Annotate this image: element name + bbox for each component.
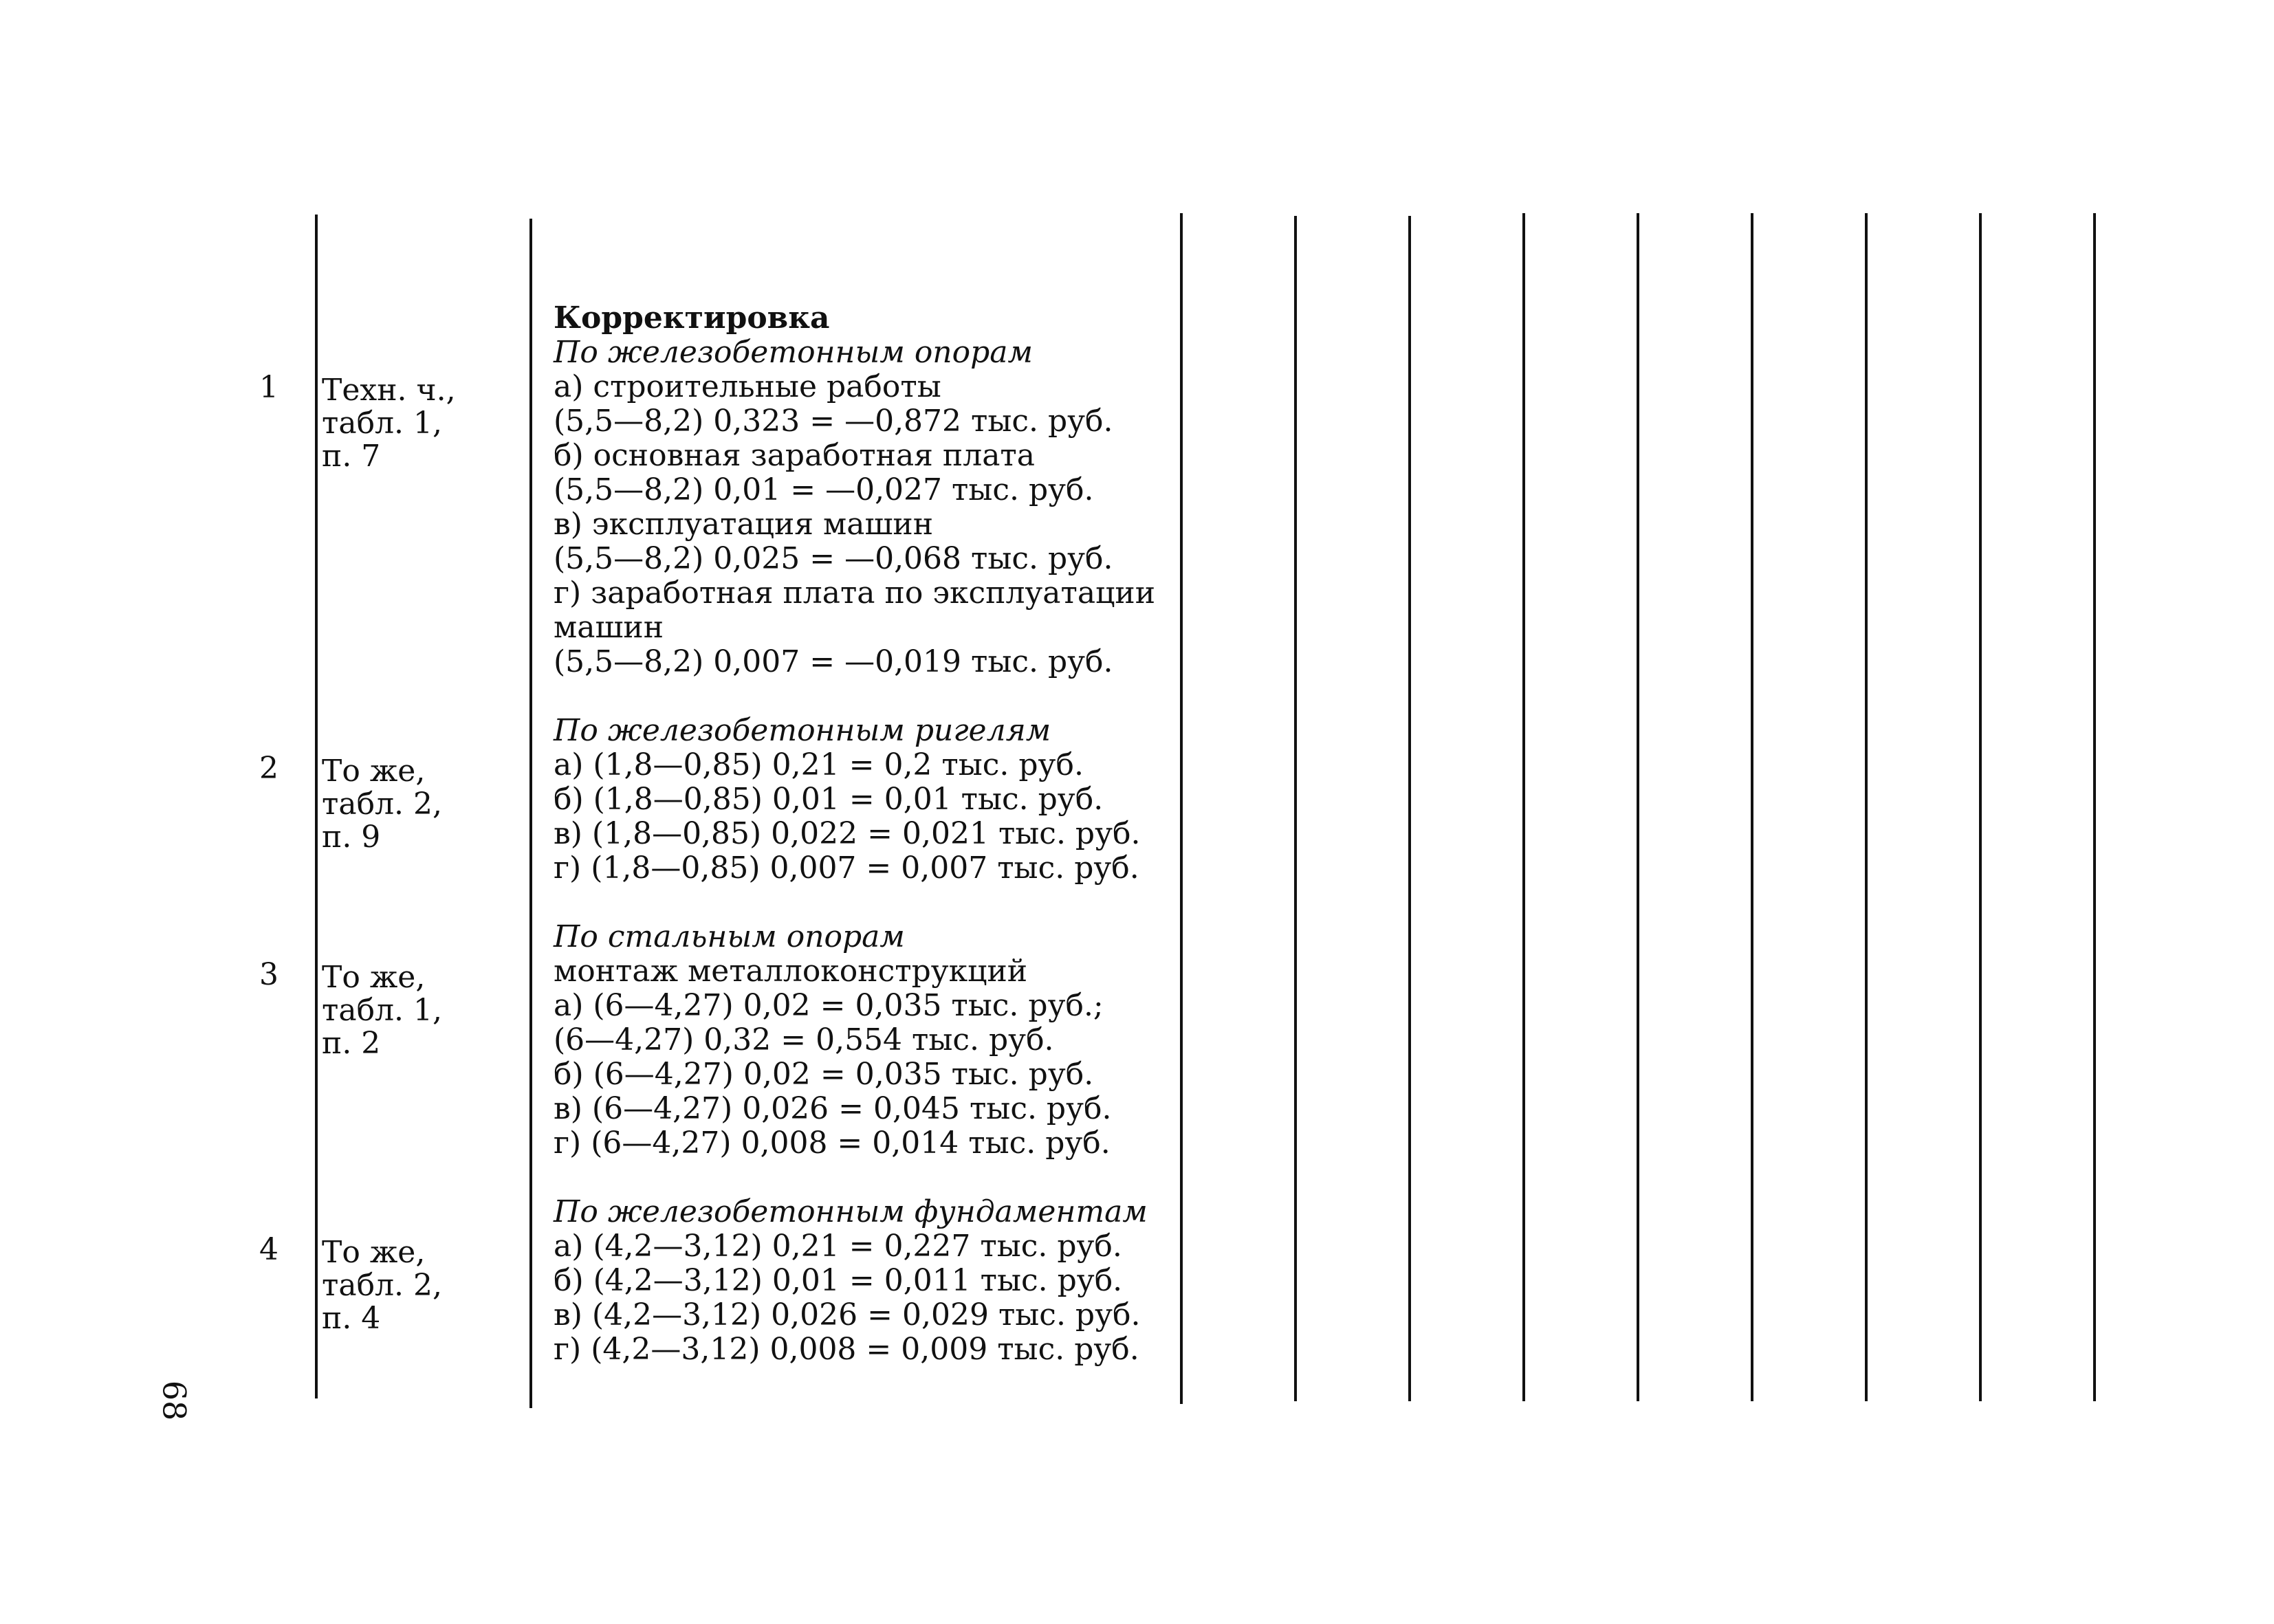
reference-cell <box>322 961 528 1060</box>
column-rule <box>1979 213 1982 1401</box>
reference-line: То же, <box>322 1235 426 1270</box>
column-rule <box>1865 213 1868 1401</box>
column-rule <box>1522 213 1525 1401</box>
section-heading: Корректировка <box>554 300 830 336</box>
reference-line: табл. 1, <box>322 406 442 441</box>
column-rule <box>1751 213 1753 1401</box>
reference-line: Техн. ч., <box>322 373 456 408</box>
reference-cell <box>322 374 528 473</box>
calculation-line: б) (6—4,27) 0,02 = 0,035 тыс. руб. <box>554 1057 1094 1092</box>
calculation-line: (5,5—8,2) 0,007 = —0,019 тыс. руб. <box>554 644 1113 679</box>
calculation-line: в) эксплуатация машин <box>554 507 934 542</box>
calculation-line: в) (4,2—3,12) 0,026 = 0,029 тыс. руб. <box>554 1297 1141 1332</box>
calculation-line: машин <box>554 610 664 645</box>
section-subheading: По железобетонным опорам <box>554 335 1034 370</box>
calculation-line: г) заработная плата по эксплуатации <box>554 575 1156 611</box>
reference-cell <box>322 755 528 854</box>
section-subheading: По стальным опорам <box>554 919 905 954</box>
calculation-line: б) (4,2—3,12) 0,01 = 0,011 тыс. руб. <box>554 1263 1123 1298</box>
calculation-line: монтаж металлоконструкций <box>554 954 1028 989</box>
calculation-line: а) (4,2—3,12) 0,21 = 0,227 тыс. руб. <box>554 1229 1122 1264</box>
section-subheading: По железобетонным фундаментам <box>554 1194 1148 1229</box>
reference-line: табл. 2, <box>322 1268 442 1303</box>
reference-line: То же, <box>322 960 426 995</box>
section-subheading: По железобетонным ригелям <box>554 713 1051 748</box>
calculation-line: а) (1,8—0,85) 0,21 = 0,2 тыс. руб. <box>554 747 1084 782</box>
column-rule <box>2093 213 2096 1401</box>
column-rule <box>1408 216 1411 1401</box>
calculation-column <box>554 301 1193 1367</box>
reference-line: То же, <box>322 754 426 789</box>
spacer <box>554 1161 1193 1195</box>
page-number: 68 <box>155 1380 193 1421</box>
column-rule <box>1294 216 1297 1401</box>
column-rule <box>1637 213 1639 1401</box>
calculation-line: б) основная заработная плата <box>554 438 1036 473</box>
row-number: 2 <box>259 751 278 786</box>
calculation-line: в) (6—4,27) 0,026 = 0,045 тыс. руб. <box>554 1091 1112 1126</box>
reference-cell <box>322 1236 528 1335</box>
spacer <box>554 679 1193 714</box>
calculation-line: г) (6—4,27) 0,008 = 0,014 тыс. руб. <box>554 1126 1111 1161</box>
column-rule <box>529 219 532 1408</box>
column-rule <box>315 215 318 1398</box>
calculation-line: а) строительные работы <box>554 369 941 404</box>
calculation-line: (5,5—8,2) 0,323 = —0,872 тыс. руб. <box>554 404 1113 439</box>
reference-line: табл. 1, <box>322 993 442 1028</box>
calculation-line: (6—4,27) 0,32 = 0,554 тыс. руб. <box>554 1022 1054 1057</box>
calculation-line: а) (6—4,27) 0,02 = 0,035 тыс. руб.; <box>554 988 1104 1023</box>
reference-line: п. 4 <box>322 1301 381 1336</box>
calculation-line: (5,5—8,2) 0,025 = —0,068 тыс. руб. <box>554 541 1113 576</box>
reference-line: п. 2 <box>322 1026 381 1061</box>
calculation-line: г) (4,2—3,12) 0,008 = 0,009 тыс. руб. <box>554 1332 1139 1367</box>
row-number: 4 <box>259 1232 278 1267</box>
reference-line: табл. 2, <box>322 787 442 822</box>
calculation-line: (5,5—8,2) 0,01 = —0,027 тыс. руб. <box>554 472 1094 507</box>
calculation-line: б) (1,8—0,85) 0,01 = 0,01 тыс. руб. <box>554 782 1104 817</box>
row-number: 3 <box>259 957 278 992</box>
reference-line: п. 9 <box>322 820 381 855</box>
calculation-line: г) (1,8—0,85) 0,007 = 0,007 тыс. руб. <box>554 851 1139 886</box>
spacer <box>554 886 1193 920</box>
row-number: 1 <box>259 370 278 405</box>
reference-line: п. 7 <box>322 439 381 474</box>
calculation-line: в) (1,8—0,85) 0,022 = 0,021 тыс. руб. <box>554 816 1141 851</box>
